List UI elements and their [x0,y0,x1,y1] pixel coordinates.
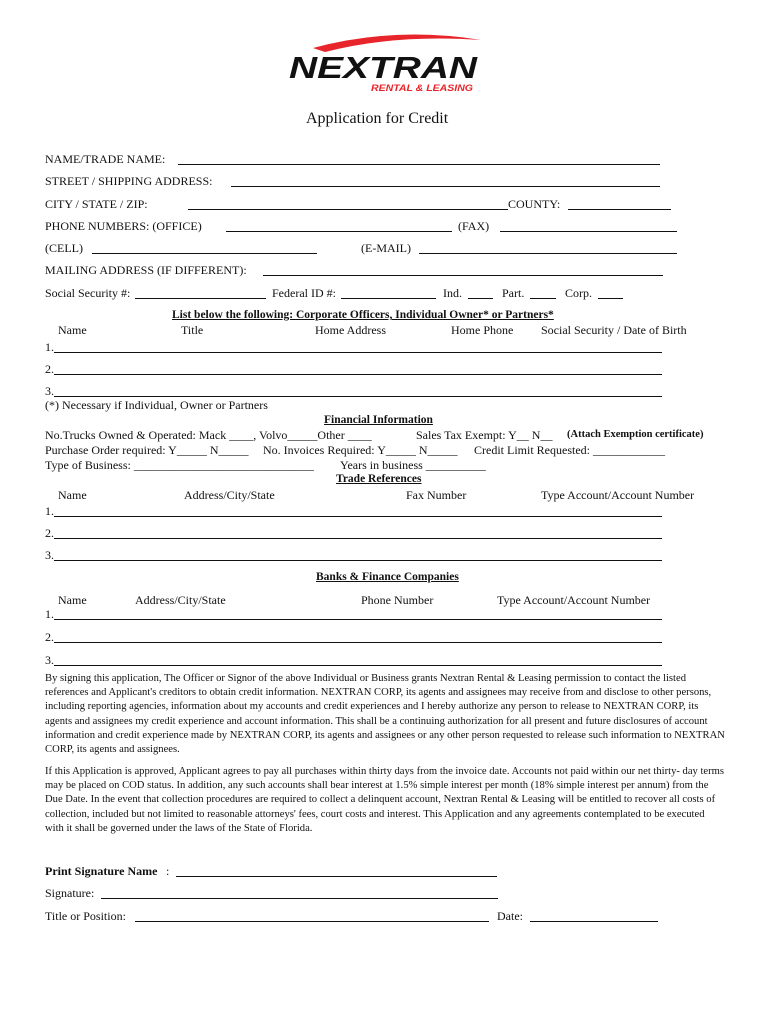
print-name-colon: : [166,864,170,878]
trade-col-address: Address/City/State [184,488,275,502]
ssn-field[interactable] [135,298,266,299]
trade-header: Trade References [336,473,422,485]
street-field[interactable] [231,186,660,187]
banks-col-name: Name [58,593,87,607]
officers-row-number: 3. [45,384,54,398]
officers-note: (*) Necessary if Individual, Owner or Partners [45,398,268,412]
print-name-field[interactable] [176,876,497,877]
credit-limit-field[interactable]: Credit Limit Requested: ____________ [474,443,665,457]
trade-col-name: Name [58,488,87,502]
logo-brand: NEXTRAN [289,50,478,85]
fax-label: (FAX) [458,219,490,233]
officers-row-field[interactable] [54,374,662,375]
street-label: STREET / SHIPPING ADDRESS: [45,174,213,188]
tax-exempt-field[interactable]: Sales Tax Exempt: Y__ N__ [416,428,553,442]
county-label: COUNTY: [508,197,561,211]
banks-row-number: 1. [45,607,54,621]
trade-row-number: 3. [45,548,54,562]
terms-paragraph: If this Application is approved, Applicant agrees to pay all purchases within thirty days from the invoice date. Accounts not paid within our net thirty- day terms may be placed on COD status. In addition, any such accounts shall bear interest at 1.5% simple interest per month (18% simple interest per annum) from the Due Date. In the event that collection procedures are required to collect a delinquent account, Nextran Rental & Leasing will be entitled to recover all costs of collection, included but not limited to reasonable attorneys' fees, court costs and interest. This Application and any agreements contemplated to be executed with it shall be governed under the laws of the State of Florida. [45,766,725,834]
signature-field[interactable] [101,898,498,899]
authorization-paragraph: By signing this application, The Officer or Signor of the above Individual or Business grants Nextran Rental & Leasing permission to contact the listed references and Applicant's creditors to obtain credit information. NEXTRAN CORP, its agents and assignees may receive from and disclose to other persons, including reporting agencies, information about my accounts and credit experiences and I hereby authorize any person to release to NEXTRAN CORP, its agents and assignees my credit experience and account information. This shall be a continuing authorization for all present and future disclosures of account information and credit experience made by NEXTRAN CORP, its agents and assignees or any other person requested to release such information to NEXTRAN CORP, its agents and assignees. [45,673,725,756]
ind-field[interactable] [468,298,493,299]
email-label: (E-MAIL) [361,241,411,255]
trade-row-field[interactable] [54,560,662,561]
officers-header: List below the following: Corporate Officers, Individual Owner* or Partners* [172,309,554,321]
officers-col-name: Name [58,323,87,337]
fedid-label: Federal ID #: [272,286,336,300]
city-label: CITY / STATE / ZIP: [45,197,148,211]
logo-subtitle: RENTAL & LEASING [371,83,474,94]
page-title: Application for Credit [306,110,449,127]
date-label: Date: [497,909,523,923]
officers-col-address: Home Address [315,323,386,337]
tax-exempt-note: (Attach Exemption certificate) [567,429,704,440]
banks-col-phone: Phone Number [361,593,434,607]
officers-col-ssn: Social Security / Date of Birth [541,323,687,337]
nextran-logo [285,32,485,94]
cell-field[interactable] [92,253,317,254]
trucks-field[interactable]: No.Trucks Owned & Operated: Mack ____, Volvo_____Other ____ [45,428,372,442]
mailing-label: MAILING ADDRESS (IF DIFFERENT): [45,263,247,277]
trade-row-number: 1. [45,504,54,518]
print-name-label: Print Signature Name [45,864,158,878]
corp-field[interactable] [598,298,623,299]
office-phone-field[interactable] [226,231,452,232]
part-label: Part. [502,286,525,300]
banks-row-number: 2. [45,630,54,644]
name-label: NAME/TRADE NAME: [45,152,166,166]
officers-col-title: Title [181,323,204,337]
fax-field[interactable] [500,231,677,232]
fedid-field[interactable] [341,298,436,299]
banks-header: Banks & Finance Companies [316,571,459,583]
officers-row-field[interactable] [54,396,662,397]
name-field[interactable] [178,164,660,165]
corp-label: Corp. [565,286,592,300]
cell-label: (CELL) [45,241,83,255]
financial-header: Financial Information [324,414,433,426]
years-in-business-field[interactable]: Years in business __________ [340,458,486,472]
officers-col-phone: Home Phone [451,323,514,337]
officers-row-number: 2. [45,362,54,376]
date-field[interactable] [530,921,658,922]
officers-row-field[interactable] [54,352,662,353]
email-field[interactable] [419,253,677,254]
banks-row-number: 3. [45,653,54,667]
trade-row-field[interactable] [54,516,662,517]
ind-label: Ind. [443,286,462,300]
trade-col-account: Type Account/Account Number [541,488,695,502]
trade-col-fax: Fax Number [406,488,467,502]
banks-col-address: Address/City/State [135,593,226,607]
banks-row-field[interactable] [54,642,662,643]
title-position-field[interactable] [135,921,489,922]
business-type-field[interactable]: Type of Business: ______________________________ [45,458,314,472]
city-field[interactable] [188,209,508,210]
trade-row-number: 2. [45,526,54,540]
trade-row-field[interactable] [54,538,662,539]
county-field[interactable] [568,209,671,210]
banks-row-field[interactable] [54,665,662,666]
officers-row-number: 1. [45,340,54,354]
title-position-label: Title or Position: [45,909,126,923]
purchase-order-field[interactable]: Purchase Order required: Y_____ N_____ [45,443,249,457]
mailing-field[interactable] [263,275,663,276]
invoices-field[interactable]: No. Invoices Required: Y_____ N_____ [263,443,458,457]
part-field[interactable] [530,298,556,299]
banks-col-account: Type Account/Account Number [497,593,651,607]
office-phone-label: PHONE NUMBERS: (OFFICE) [45,219,202,233]
banks-row-field[interactable] [54,619,662,620]
signature-label: Signature: [45,886,95,900]
ssn-label: Social Security #: [45,286,131,300]
